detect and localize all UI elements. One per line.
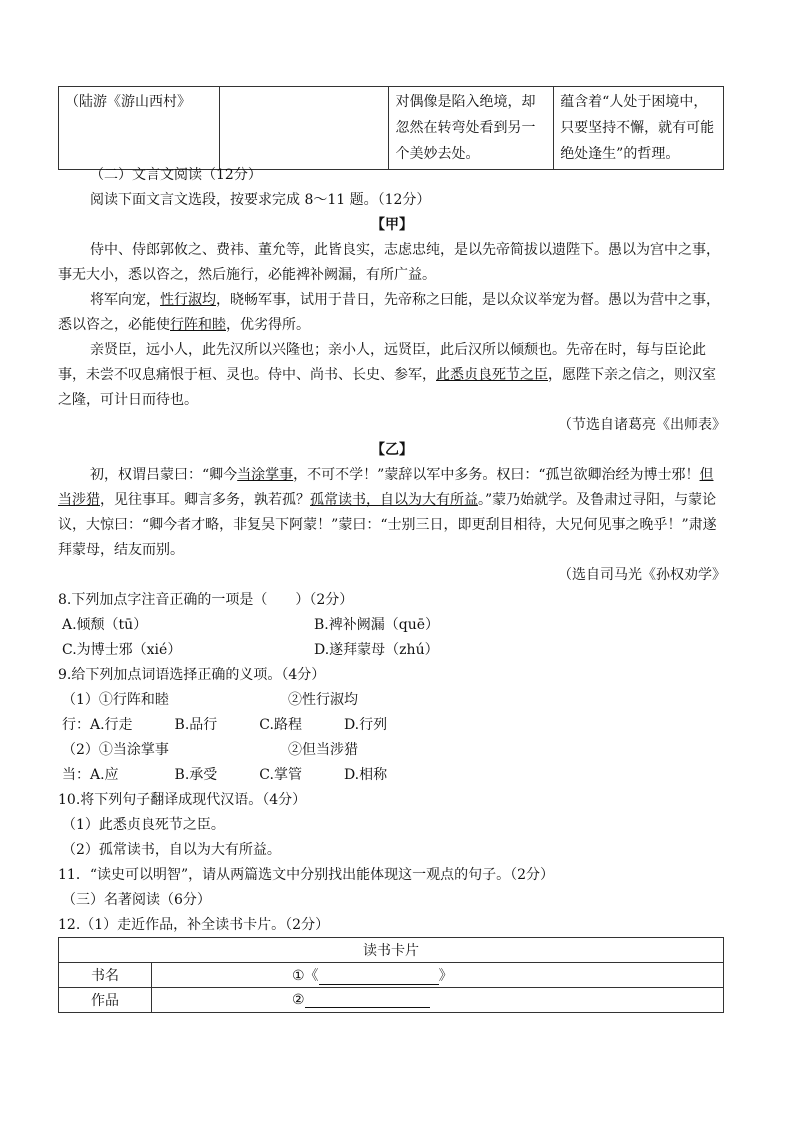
question-11: 11．“读史可以明智”，请从两篇选文中分别找出能体现这一观点的句子。（2分） [58, 867, 555, 883]
section3-title: （三）名著阅读（6分） [62, 892, 211, 908]
question-10: 10.将下列句子翻译成现代汉语。（4分） [58, 792, 307, 808]
reading-card-title: 读书卡片 [59, 938, 724, 963]
row-label-title: 书名 [59, 963, 152, 988]
jia-title: 【甲】 [371, 217, 413, 233]
q8-option-c: C.为博士邪（xié） [62, 642, 182, 658]
poem-cell-philosophy: 蕴含着“人处于困境中，只要坚持不懈，就有可能绝处逢生”的哲理。 [554, 87, 724, 170]
underlined-phrase: 此悉贞良死节之臣 [436, 367, 548, 383]
row-label-work: 作品 [59, 988, 152, 1013]
q10-sentence-2: （2）孤常读书，自以为大有所益。 [62, 842, 281, 858]
question-9: 9.给下列加点词语选择正确的义项。（4分） [58, 667, 326, 683]
q8-option-a: A.倾颓（tū） [62, 617, 148, 633]
row-value-work: ② [152, 988, 724, 1013]
q10-sentence-1: （1）此悉贞良死节之臣。 [62, 817, 225, 833]
work-blank[interactable] [305, 993, 430, 1008]
section2-title: （二）文言文阅读（12分） [90, 167, 262, 183]
reading-card-table [58, 937, 724, 1013]
yi-title: 【乙】 [371, 442, 413, 458]
underlined-phrase: 行阵和睦 [170, 317, 226, 333]
poem-cell-source: （陆游《游山西村》 [59, 87, 220, 170]
jia-paragraph-3: 亲贤臣，远小人，此先汉所以兴隆也；亲小人，远贤臣，此后汉所以倾颓也。先帝在时，每与臣论此事，未尝不叹息痛恨于桓、灵也。侍中、尚书、长史、参军，此悉贞良死节之臣，愿陛下亲之信之，则汉室之隆，可计日而待也。 [58, 342, 716, 408]
poem-table [58, 86, 724, 170]
underlined-phrase: 当涂掌事 [237, 467, 294, 483]
q8-option-d: D.遂拜蒙母（zhú） [314, 642, 439, 658]
yi-source: （选自司马光《孙权劝学》 [558, 567, 726, 583]
q9-item-2b: ②但当涉猎 [288, 742, 358, 758]
q8-option-b: B.裨补阙漏（quē） [314, 617, 440, 633]
q9-options-xing: 行：A.行走 B.品行 C.路程 D.行列 [62, 717, 388, 733]
q9-item-1a: （1）①行阵和睦 [62, 692, 169, 708]
jia-source: （节选自诸葛亮《出师表》 [558, 417, 726, 433]
q9-options-dang: 当：A.应 B.承受 C.掌管 D.相称 [62, 767, 388, 783]
question-8: 8.下列加点字注音正确的一项是（ ）（2分） [58, 592, 354, 608]
underlined-phrase: 但当涉猎 [58, 467, 714, 508]
jia-paragraph-2: 将军向宠，性行淑均，晓畅军事，试用于昔日，先帝称之曰能，是以众议举宠为督。愚以为营中之事，悉以咨之，必能使行阵和睦，优劣得所。 [58, 292, 720, 333]
yi-paragraph: 初，权谓吕蒙曰：“卿今当涂掌事，不可不学！”蒙辞以军中多务。权曰：“孤岂欲卿治经为博士邪！但当涉猎，见往事耳。卿言多务，孰若孤？孤常读书，自以为大有所益。”蒙乃始就学。及鲁肃过寻阳，与蒙论议，大惊曰：“卿今者才略，非复吴下阿蒙！”蒙曰：“士别三日，即更刮目相待，大兄何见事之晚乎！”肃遂拜蒙母，结友而别。 [58, 467, 717, 558]
underlined-phrase: 性行淑均 [160, 292, 216, 308]
underlined-phrase: 孤常读书，自以为大有所益 [310, 492, 478, 508]
question-12: 12.（1）走近作品，补全读书卡片。（2分） [58, 917, 330, 933]
row-value-title: ①《 》 [152, 963, 724, 988]
q9-item-1b: ②性行淑均 [288, 692, 358, 708]
poem-cell-analysis: 对偶像是陷入绝境，却忽然在转弯处看到另一个美妙去处。 [389, 87, 554, 170]
jia-paragraph-1: 侍中、侍郎郭攸之、费祎、董允等，此皆良实，志虑忠纯，是以先帝简拔以遗陛下。愚以为宫中之事，事无大小，悉以咨之，然后施行，必能裨补阙漏，有所广益。 [58, 242, 720, 283]
book-title-blank[interactable] [319, 970, 439, 985]
poem-cell-blank [219, 87, 389, 170]
q9-item-2a: （2）①当涂掌事 [62, 742, 169, 758]
instruction: 阅读下面文言文选段，按要求完成 8～11 题。（12分） [90, 192, 431, 208]
